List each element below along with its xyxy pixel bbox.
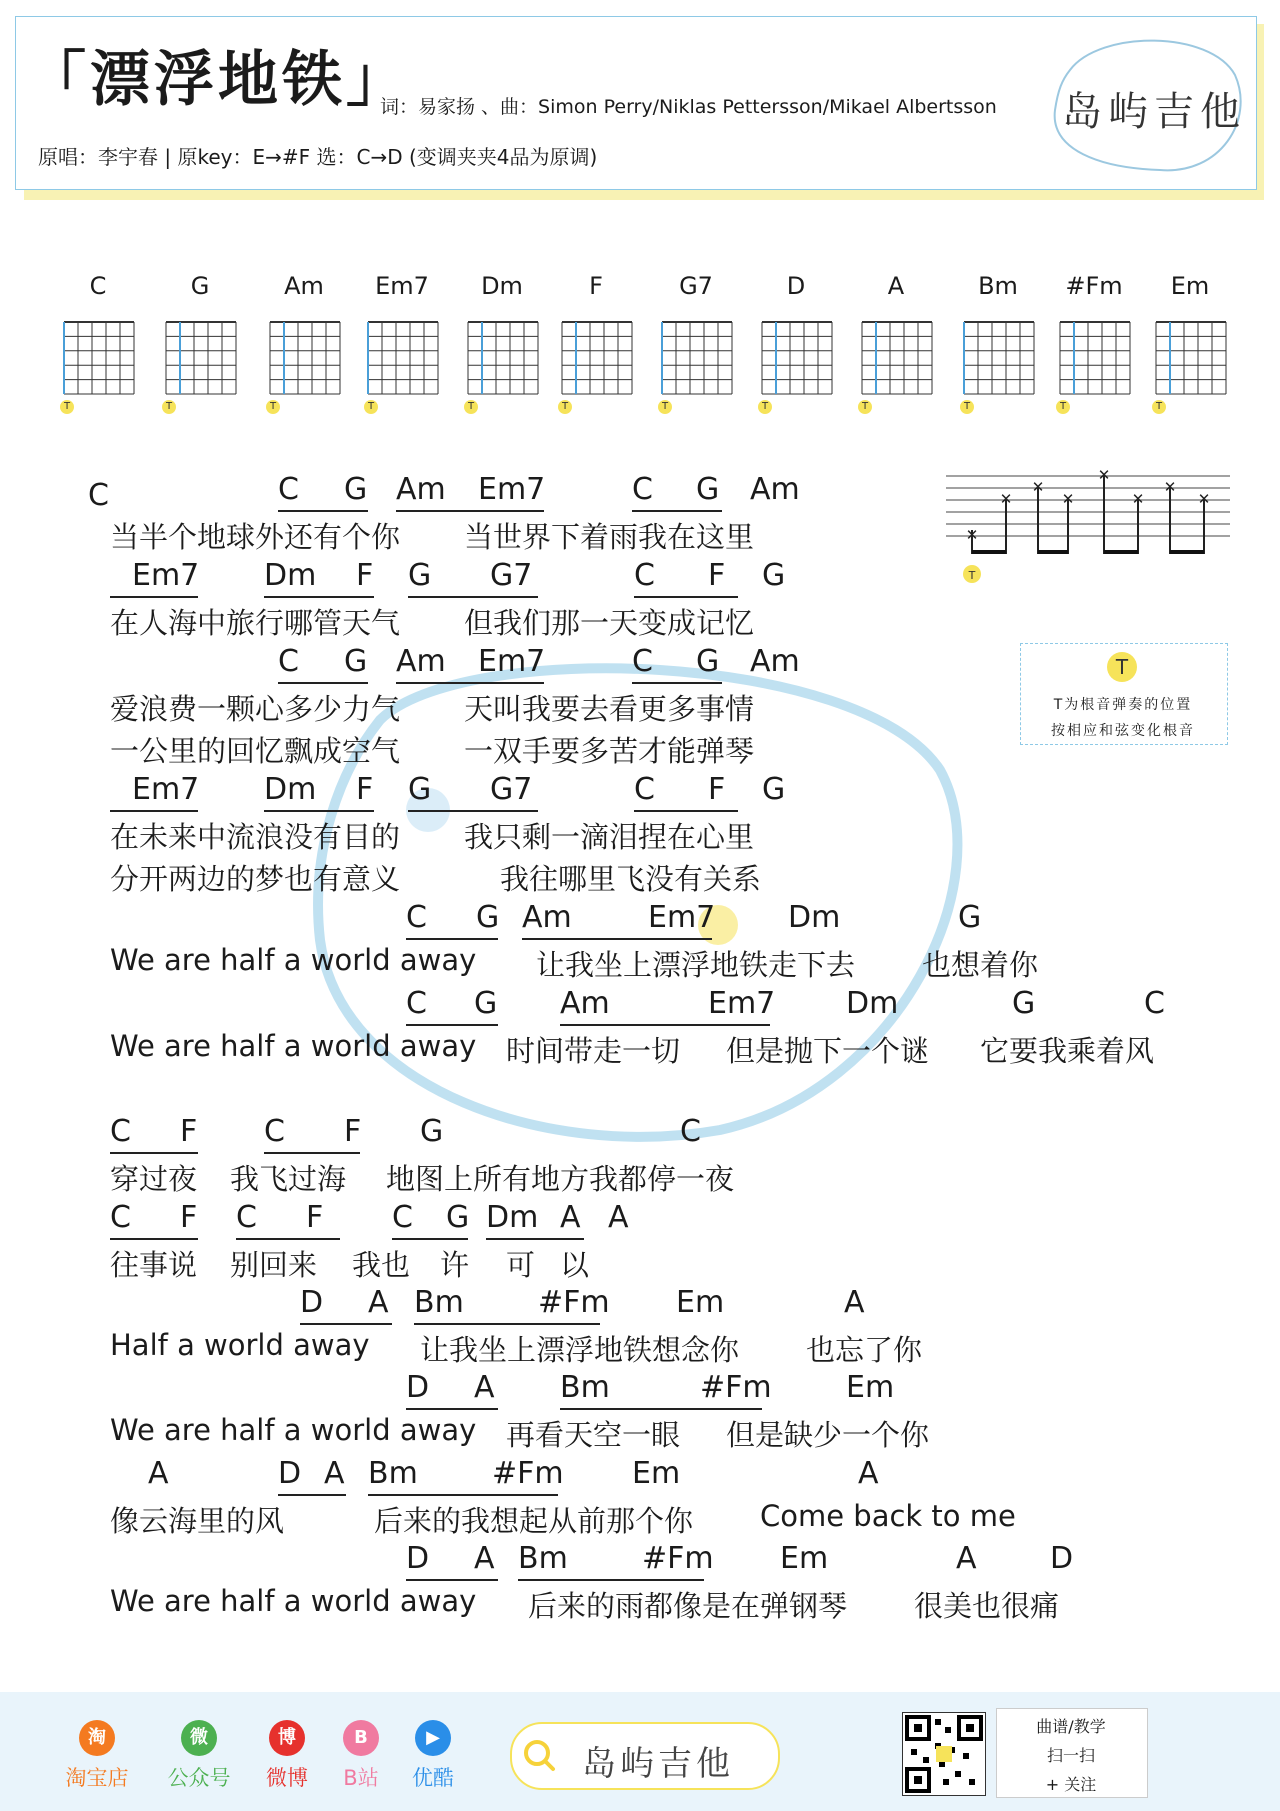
fretboard-grid-icon <box>462 306 542 416</box>
chord-symbol: C <box>634 558 655 593</box>
chord-underline <box>300 1323 392 1325</box>
chord-symbol: Dm <box>264 772 317 807</box>
chord-underline <box>396 682 544 684</box>
chord-symbol: D <box>406 1370 430 1405</box>
chord-symbol: Em7 <box>132 772 200 807</box>
chord-underline <box>110 1238 198 1240</box>
lyric-text: 一公里的回忆飘成空气 <box>110 734 401 768</box>
chord-symbol: A <box>560 1200 581 1235</box>
lyric-text: 天叫我要去看更多事情 <box>464 692 755 726</box>
social-link-2[interactable] <box>164 1720 234 1792</box>
chord-diagram-name: G7 <box>679 272 713 300</box>
lyric-text: We are half a world away <box>110 943 477 977</box>
chord-underline <box>368 1494 558 1496</box>
chord-symbol: D <box>1050 1541 1074 1576</box>
chord-symbol: C <box>634 772 655 807</box>
lyric-text: 爱浪费一颗心多少力气 <box>110 692 401 726</box>
chord-symbol: A <box>474 1370 495 1405</box>
search-text: 岛屿吉他 <box>582 1744 734 1784</box>
chord-diagram-10 <box>958 272 1038 412</box>
chord-symbol: G <box>408 772 432 807</box>
chord-symbol: F <box>356 558 374 593</box>
lyric-text: 分开两边的梦也有意义 <box>110 862 401 896</box>
lyric-text: We are half a world away <box>110 1413 477 1447</box>
chord-underline <box>110 810 198 812</box>
chord-diagram-6 <box>556 272 636 412</box>
chord-underline <box>396 510 544 512</box>
chord-symbol: C <box>392 1200 413 1235</box>
chord-symbol: G <box>474 986 498 1021</box>
chord-symbol: Am <box>560 986 610 1021</box>
strumming-pattern-tab <box>946 466 1230 590</box>
chord-symbol: Am <box>750 472 800 507</box>
lyric-text: We are half a world away <box>110 1029 477 1063</box>
root-marker-icon: T <box>758 400 772 414</box>
chord-symbol: G <box>696 644 720 679</box>
chord-diagram-1 <box>58 272 138 412</box>
chord-symbol: C <box>110 1200 131 1235</box>
fretboard-grid-icon <box>160 306 240 416</box>
chord-underline <box>634 596 738 598</box>
lyric-text: 也忘了你 <box>806 1333 923 1367</box>
chord-underline <box>522 938 712 940</box>
lyric-text: 我只剩一滴泪捏在心里 <box>464 820 755 854</box>
svg-text:✕: ✕ <box>1163 478 1177 496</box>
chord-symbol: #Fm <box>642 1541 714 1576</box>
chord-diagram-name: G <box>190 272 210 300</box>
chord-symbol: F <box>708 558 726 593</box>
root-marker-icon: T <box>364 400 378 414</box>
chord-diagram-4 <box>362 272 442 412</box>
chord-symbol: Bm <box>518 1541 568 1576</box>
social-label: B站 <box>343 1766 379 1790</box>
fretboard-grid-icon <box>958 306 1038 416</box>
lyric-text: 让我坐上漂浮地铁想念你 <box>420 1333 740 1367</box>
chord-symbol: G <box>696 472 720 507</box>
fretboard-grid-icon <box>362 306 442 416</box>
chord-symbol: G <box>1012 986 1036 1021</box>
lyric-text: 它要我乘着风 <box>980 1034 1155 1068</box>
chord-diagram-name: Em <box>1170 272 1210 300</box>
lyric-text: 后来的雨都像是在弹钢琴 <box>528 1589 848 1623</box>
lyric-text: 但我们那一天变成记忆 <box>464 606 755 640</box>
brand-logo: 岛屿吉他 <box>1062 89 1246 135</box>
scan-line-2: 扫一扫 <box>1046 1746 1095 1765</box>
lyric-text: 别回来 <box>230 1248 318 1282</box>
chord-diagram-name: A <box>887 272 905 300</box>
chord-symbol: G7 <box>490 558 533 593</box>
lyric-text: We are half a world away <box>110 1584 477 1618</box>
chord-symbol: Em <box>780 1541 829 1576</box>
key-info: 原唱：李宇春 | 原key：E→#F 选：C→D (变调夹夹4品为原调) <box>38 145 598 169</box>
root-marker-icon: T <box>658 400 672 414</box>
lyric-text: 但是缺少一个你 <box>726 1418 930 1452</box>
chord-symbol: C <box>264 1114 285 1149</box>
chord-diagram-name: Dm <box>481 272 523 300</box>
chord-underline <box>236 1238 340 1240</box>
chord-diagram-11 <box>1054 272 1134 412</box>
qr-code[interactable] <box>902 1712 986 1796</box>
lyric-text: 我往哪里飞没有关系 <box>500 862 762 896</box>
lyric-text: 当世界下着雨我在这里 <box>464 520 755 554</box>
scan-line-3: + 关注 <box>1045 1775 1097 1794</box>
root-marker-badge: T <box>1107 652 1137 682</box>
search-icon <box>522 1738 556 1772</box>
chord-diagram-name: Am <box>284 272 324 300</box>
chord-diagram-12 <box>1150 272 1230 412</box>
chord-symbol: D <box>406 1541 430 1576</box>
chord-symbol: C <box>110 1114 131 1149</box>
fretboard-grid-icon <box>264 306 344 416</box>
chord-symbol: A <box>324 1456 345 1491</box>
chord-symbol: A <box>368 1285 389 1320</box>
social-icon: B <box>343 1720 379 1756</box>
chord-diagram-5 <box>462 272 542 412</box>
chord-diagram-2 <box>160 272 240 412</box>
chord-diagram-name: Em7 <box>375 272 429 300</box>
social-icon: ▶ <box>415 1720 451 1756</box>
social-label: 微博 <box>266 1766 308 1790</box>
chord-symbol: D <box>278 1456 302 1491</box>
chord-symbol: #Fm <box>700 1370 772 1405</box>
chord-symbol: G <box>958 900 982 935</box>
svg-text:✕: ✕ <box>1031 478 1045 496</box>
chord-diagram-8 <box>756 272 836 412</box>
chord-underline <box>632 682 722 684</box>
chord-symbol: C <box>1144 986 1165 1021</box>
chord-underline <box>406 1579 498 1581</box>
chord-symbol: Em7 <box>648 900 716 935</box>
lyric-text: 可 <box>506 1248 536 1282</box>
social-icon: 微 <box>181 1720 217 1756</box>
chord-diagram-name: #Fm <box>1065 272 1123 300</box>
lyric-text: 我也 <box>352 1248 411 1282</box>
root-marker-icon: T <box>60 400 74 414</box>
chord-underline <box>110 596 198 598</box>
legend-text-1: T为根音弹奏的位置 <box>1053 697 1193 713</box>
chord-symbol: C <box>278 644 299 679</box>
lyric-text: 当半个地球外还有个你 <box>110 520 401 554</box>
chord-symbol: Dm <box>264 558 317 593</box>
chord-symbol: C <box>632 472 653 507</box>
chord-symbol: F <box>356 772 374 807</box>
chord-symbol: Em7 <box>478 472 546 507</box>
chord-symbol: Am <box>522 900 572 935</box>
lyric-text: 让我坐上漂浮地铁走下去 <box>536 948 856 982</box>
lyric-text: 以 <box>560 1248 590 1282</box>
fretboard-grid-icon <box>656 306 736 416</box>
chord-underline <box>264 1152 360 1154</box>
fretboard-grid-icon <box>756 306 836 416</box>
chord-underline <box>406 1024 498 1026</box>
chord-symbol: #Fm <box>538 1285 610 1320</box>
chord-symbol: A <box>474 1541 495 1576</box>
chord-symbol: G <box>762 558 786 593</box>
chord-symbol: F <box>708 772 726 807</box>
chord-symbol: G <box>476 900 500 935</box>
lyric-text: 再看天空一眼 <box>506 1418 681 1452</box>
chord-symbol: Em <box>632 1456 681 1491</box>
chord-symbol: G7 <box>490 772 533 807</box>
chord-symbol: A <box>858 1456 879 1491</box>
chord-diagram-name: C <box>89 272 107 300</box>
chord-underline <box>278 1494 346 1496</box>
chord-symbol: G <box>420 1114 444 1149</box>
chord-symbol: Am <box>396 472 446 507</box>
svg-text:✕: ✕ <box>1131 490 1145 508</box>
chord-underline <box>414 1323 600 1325</box>
svg-text:✕: ✕ <box>965 526 979 544</box>
chord-symbol: Em <box>676 1285 725 1320</box>
legend-text-2: 按相应和弦变化根音 <box>1051 723 1195 739</box>
lyric-text: 但是抛下一个谜 <box>726 1034 930 1068</box>
svg-text:✕: ✕ <box>1061 490 1075 508</box>
social-icon: 博 <box>269 1720 305 1756</box>
chord-diagram-3 <box>264 272 344 412</box>
lyric-text: 后来的我想起从前那个你 <box>374 1504 694 1538</box>
chord-symbol: A <box>844 1285 865 1320</box>
chord-symbol: Em7 <box>708 986 776 1021</box>
chord-symbol: C <box>278 472 299 507</box>
scan-line-1: 曲谱/教学 <box>1036 1717 1106 1736</box>
chord-symbol: Am <box>396 644 446 679</box>
chord-symbol: G <box>762 772 786 807</box>
chord-symbol: F <box>180 1114 198 1149</box>
social-label: 淘宝店 <box>65 1766 129 1790</box>
root-marker-icon: T <box>464 400 478 414</box>
chord-underline <box>632 510 722 512</box>
chord-symbol: G <box>344 644 368 679</box>
chord-underline <box>406 938 498 940</box>
chord-symbol: Bm <box>560 1370 610 1405</box>
chord-underline <box>518 1579 704 1581</box>
fretboard-grid-icon <box>856 306 936 416</box>
chord-symbol: F <box>180 1200 198 1235</box>
lyric-text: 也想着你 <box>922 948 1039 982</box>
fretboard-grid-icon <box>1150 306 1230 416</box>
chord-symbol: G <box>344 472 368 507</box>
lyric-text: 在人海中旅行哪管天气 <box>110 606 401 640</box>
chord-symbol: Bm <box>368 1456 418 1491</box>
social-label: 公众号 <box>167 1766 231 1790</box>
chord-symbol: Bm <box>414 1285 464 1320</box>
chord-symbol: Dm <box>788 900 841 935</box>
chord-symbol: Em <box>846 1370 895 1405</box>
root-marker-icon: T <box>162 400 176 414</box>
chord-underline <box>486 1238 584 1240</box>
song-credits: 词：易家扬 、曲：Simon Perry/Niklas Pettersson/Mikael Albertsson <box>380 96 997 118</box>
lyric-text: Come back to me <box>760 1499 1016 1533</box>
chord-symbol: A <box>956 1541 977 1576</box>
chord-diagram-name: F <box>589 272 603 300</box>
lyric-text: 许 <box>440 1248 470 1282</box>
chord-symbol: C <box>406 986 427 1021</box>
chord-underline <box>264 596 374 598</box>
fretboard-grid-icon <box>1054 306 1134 416</box>
chord-underline <box>278 510 368 512</box>
chord-symbol: Em7 <box>478 644 546 679</box>
lyric-text: 往事说 <box>110 1248 198 1282</box>
root-marker-icon: T <box>266 400 280 414</box>
root-marker-icon: T <box>858 400 872 414</box>
chord-diagram-9 <box>856 272 936 412</box>
chord-underline <box>408 810 538 812</box>
fretboard-grid-icon <box>556 306 636 416</box>
chord-underline <box>392 1238 468 1240</box>
chord-symbol: Em7 <box>132 558 200 593</box>
svg-text:T: T <box>968 569 976 582</box>
chord-symbol: F <box>306 1200 324 1235</box>
chord-symbol: C <box>680 1114 701 1149</box>
chord-symbol: C <box>406 900 427 935</box>
chord-symbol: C <box>236 1200 257 1235</box>
chord-symbol: F <box>344 1114 362 1149</box>
chord-underline <box>560 1024 770 1026</box>
chord-symbol: #Fm <box>492 1456 564 1491</box>
social-link-1[interactable] <box>62 1720 132 1792</box>
chord-symbol: A <box>148 1456 169 1491</box>
chord-symbol: C <box>632 644 653 679</box>
social-label: 优酷 <box>412 1766 454 1790</box>
root-marker-icon: T <box>558 400 572 414</box>
chord-symbol: Am <box>750 644 800 679</box>
svg-text:✕: ✕ <box>1097 466 1111 484</box>
social-link-4[interactable] <box>326 1720 396 1792</box>
lyric-text: 像云海里的风 <box>110 1504 285 1538</box>
chord-underline <box>408 596 538 598</box>
qr-code-icon <box>903 1713 985 1795</box>
chord-underline <box>110 1152 198 1154</box>
lyric-text: 我飞过海 <box>230 1162 347 1196</box>
social-link-3[interactable] <box>252 1720 322 1792</box>
chord-symbol: D <box>300 1285 324 1320</box>
lyric-text: Half a world away <box>110 1328 370 1362</box>
fretboard-grid-icon <box>58 306 138 416</box>
chord-underline <box>264 810 374 812</box>
chord-underline <box>560 1408 762 1410</box>
chord-underline <box>634 810 738 812</box>
lyric-text: 一双手要多苦才能弹琴 <box>464 734 755 768</box>
chord-diagram-7 <box>656 272 736 412</box>
chord-diagram-name: D <box>786 272 806 300</box>
svg-text:✕: ✕ <box>1197 490 1211 508</box>
root-marker-icon: T <box>960 400 974 414</box>
root-marker-icon: T <box>1152 400 1166 414</box>
chord-symbol: Dm <box>846 986 899 1021</box>
chord-underline <box>278 682 368 684</box>
social-icon: 淘 <box>79 1720 115 1756</box>
chord-symbol: G <box>446 1200 470 1235</box>
root-marker-icon: T <box>1056 400 1070 414</box>
intro-chord: C <box>88 478 109 513</box>
chord-symbol: A <box>608 1200 629 1235</box>
lyric-text: 在未来中流浪没有目的 <box>110 820 401 854</box>
lyric-text: 很美也很痛 <box>914 1589 1060 1623</box>
chord-underline <box>406 1408 498 1410</box>
lyric-text: 穿过夜 <box>110 1162 198 1196</box>
lyric-text: 地图上所有地方我都停一夜 <box>386 1162 735 1196</box>
song-title: 「漂浮地铁」 <box>26 45 410 115</box>
lyric-text: 时间带走一切 <box>506 1034 681 1068</box>
svg-text:✕: ✕ <box>999 490 1013 508</box>
social-link-5[interactable] <box>398 1720 468 1792</box>
chord-symbol: Dm <box>486 1200 539 1235</box>
chord-symbol: G <box>408 558 432 593</box>
chord-diagram-name: Bm <box>978 272 1018 300</box>
